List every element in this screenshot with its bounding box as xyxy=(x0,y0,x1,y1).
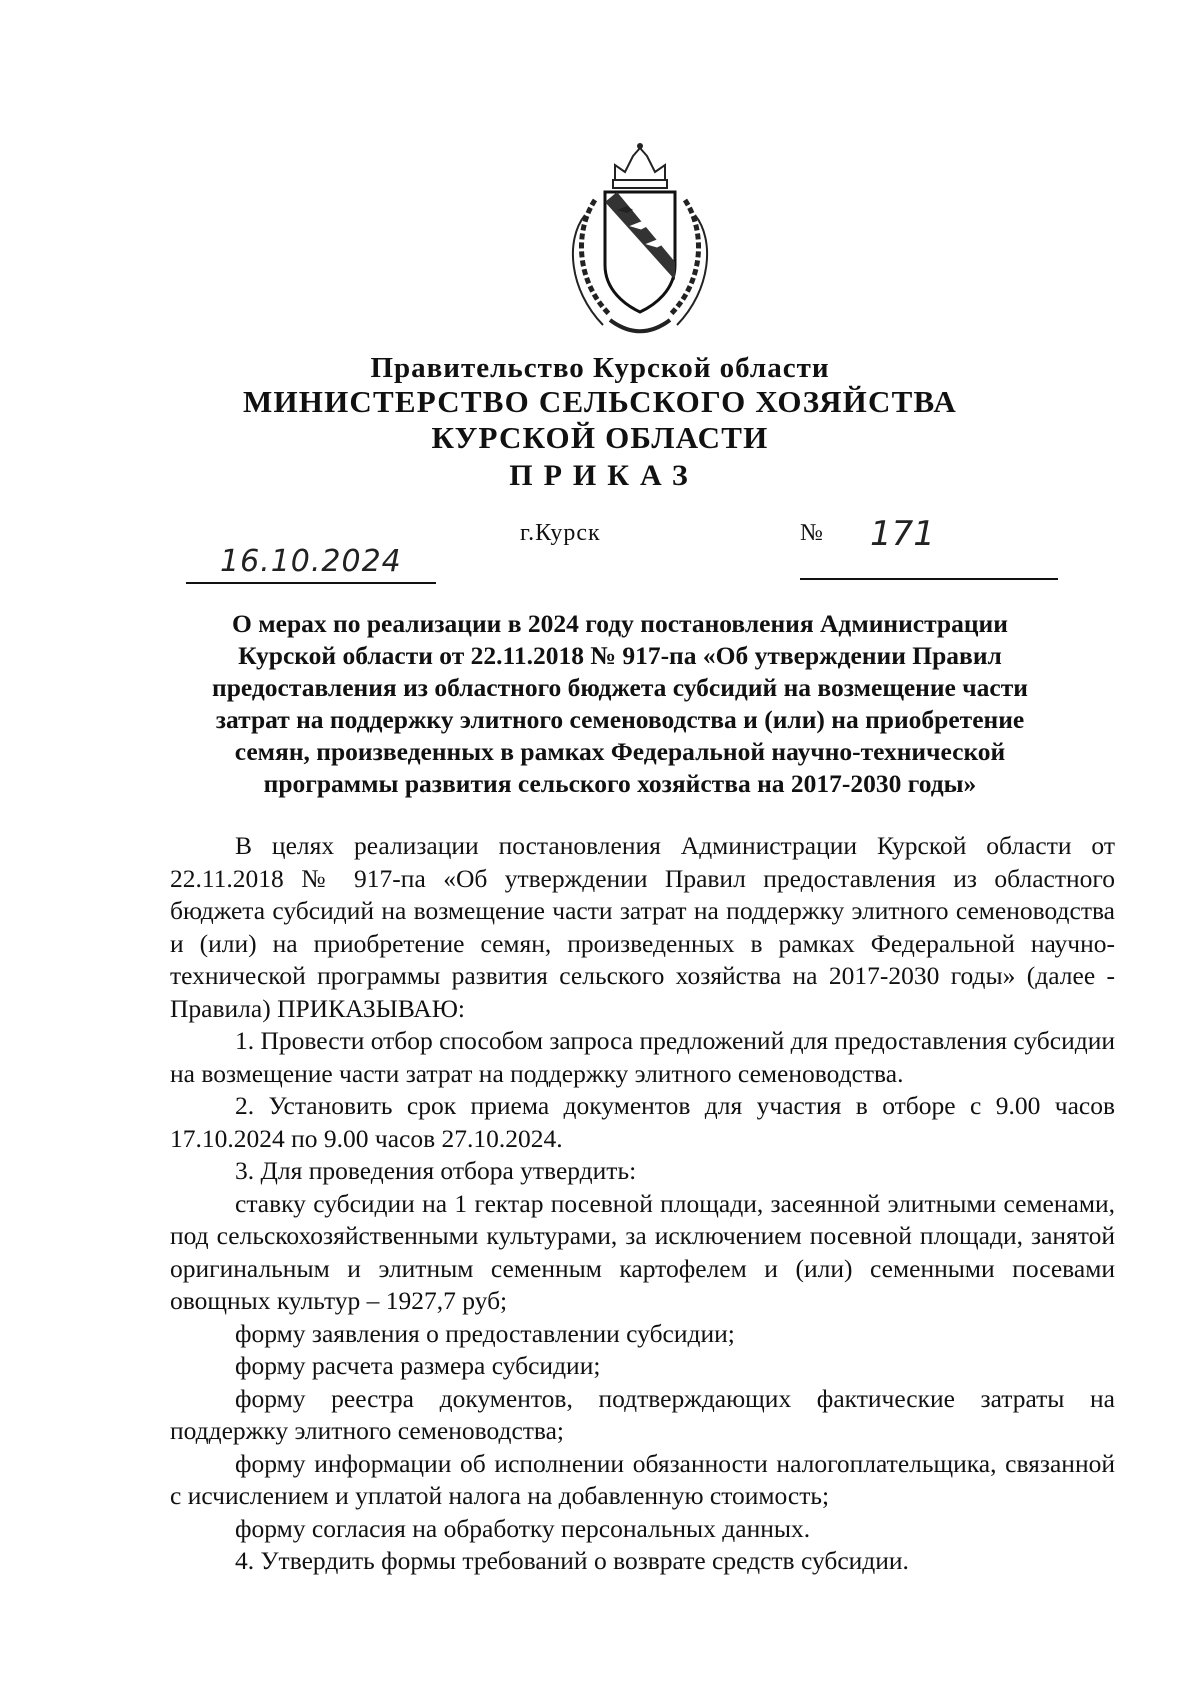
title-line: программы развития сельского хозяйства на 2017-2030 годы» xyxy=(263,769,977,798)
body-paragraph-form-consent: форму согласия на обработку персональных данных. xyxy=(235,1513,811,1543)
order-label: ПРИКАЗ xyxy=(509,459,699,492)
body-paragraph-item-1: 1. Провести отбор способом запроса предложений для предоставления субсидии на возмещение части затрат на поддержку элитного семеноводства. xyxy=(170,1026,1115,1088)
order-body xyxy=(170,830,1115,1578)
title-line: предоставления из областного бюджета субсидий на возмещение части xyxy=(212,673,1028,702)
body-paragraph-form-calculation: форму расчета размера субсидии; xyxy=(235,1351,601,1380)
body-paragraph-form-registry: форму реестра документов, подтверждающих фактические затраты на поддержку элитного семеноводства; xyxy=(170,1383,1115,1445)
title-line: затрат на поддержку элитного семеноводства и (или) на приобретение xyxy=(215,705,1025,734)
order-city: г.Курск xyxy=(520,520,601,546)
body-paragraph-item-3: 3. Для проведения отбора утвердить: xyxy=(235,1156,637,1185)
number-underline xyxy=(800,578,1058,580)
date-underline xyxy=(186,582,436,584)
government-name: Правительство Курской области xyxy=(370,352,830,384)
body-paragraph-form-tax-info: форму информации об исполнении обязанности налогоплательщика, связанной с исчислением и уплатой налога на добавленную стоимость; xyxy=(170,1448,1115,1510)
document-header xyxy=(0,352,1200,496)
body-paragraph-preamble: В целях реализации постановления Администрации Курской области от 22.11.2018 № 917-па «Об утверждении Правил предоставления из областного бюджета субсидий на возмещение части затрат на поддержку элитного семеноводства и (или) на приобретение семян, произведенных в рамках Федеральной научно-технической программы развития сельского хозяйства на 2017-2030 годы» (далее - Правила) ПРИКАЗЫВАЮ: xyxy=(170,831,1115,1023)
kursk-coat-of-arms-icon xyxy=(555,140,725,340)
ministry-name-line2: КУРСКОЙ ОБЛАСТИ xyxy=(431,420,769,455)
title-line: О мерах по реализации в 2024 году постановления Администрации xyxy=(232,609,1008,638)
body-paragraph-item-4: 4. Утвердить формы требований о возврате средств субсидии. xyxy=(235,1546,909,1575)
ministry-name-line1: МИНИСТЕРСТВО СЕЛЬСКОГО ХОЗЯЙСТВА xyxy=(243,384,957,419)
order-date: 16.10.2024 xyxy=(220,544,402,579)
body-paragraph-item-2: 2. Установить срок приема документов для участия в отборе с 9.00 часов 17.10.2024 по 9.00 часов 27.10.2024. xyxy=(170,1091,1115,1153)
order-number: 171 xyxy=(870,514,935,554)
number-sign: № xyxy=(800,520,823,546)
order-meta xyxy=(0,514,1200,590)
body-paragraph-subsidy-rate: ставку субсидии на 1 гектар посевной площади, засеянной элитными семенами, под сельскохозяйственными культурами, за исключением посевной площади, занятой оригинальным и элитным семенным картофелем и (или) семенными посевами овощных культур – 1927,7 руб; xyxy=(170,1188,1115,1315)
body-paragraph-form-application: форму заявления о предоставлении субсидии; xyxy=(235,1318,735,1348)
order-title xyxy=(170,608,1070,800)
title-line: Курской области от 22.11.2018 № 917-па «Об утверждении Правил xyxy=(238,641,1002,670)
title-line: семян, произведенных в рамках Федеральной научно-технической xyxy=(234,737,1006,766)
